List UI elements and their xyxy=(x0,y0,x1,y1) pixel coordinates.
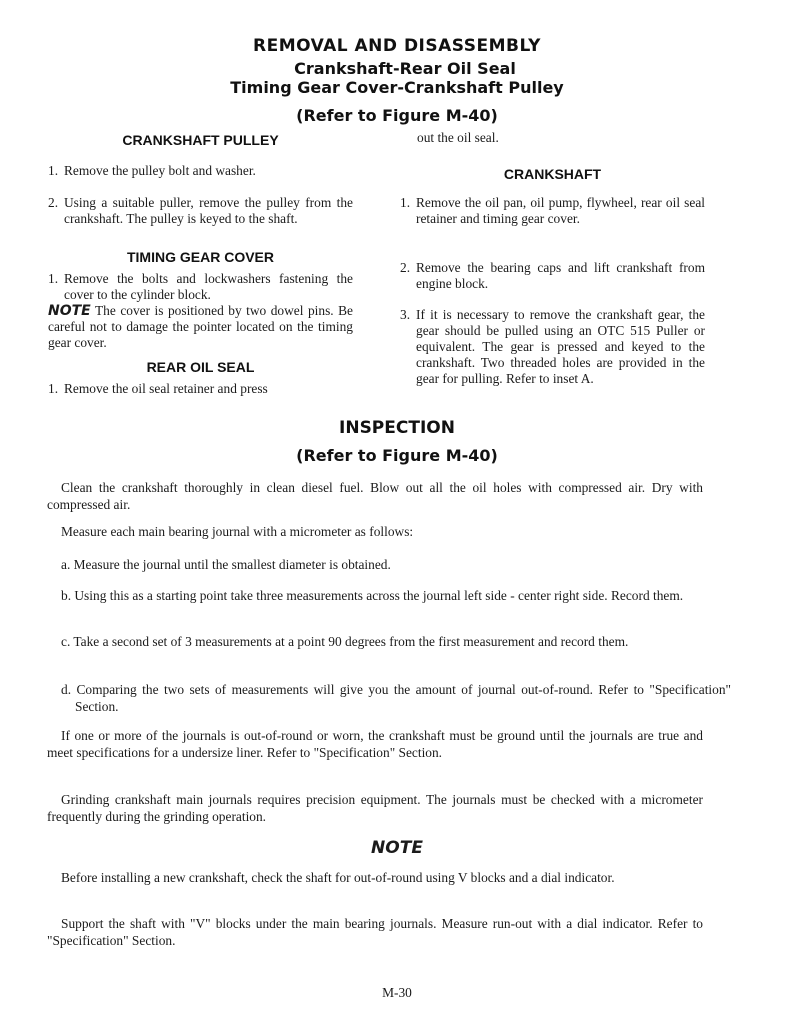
subtitle-line-1: Crankshaft-Rear Oil Seal xyxy=(294,59,516,78)
item-text: Remove the pulley bolt and washer. xyxy=(64,163,256,178)
continuation-text: out the oil seal. xyxy=(417,130,499,145)
figure-reference: (Refer to Figure M-40) xyxy=(296,106,498,125)
heading-timing-gear-cover: TIMING GEAR COVER xyxy=(126,249,274,265)
subtitle-line-2: Timing Gear Cover-Crankshaft Pulley xyxy=(230,78,564,97)
item-number: 2. xyxy=(48,195,59,210)
inspection-step-b: b. Using this as a starting point take three measurements across the journal left side - center right side. Record them. xyxy=(61,588,684,603)
list-item xyxy=(400,195,705,227)
note-text: The cover is positioned by two dowel pins. Be careful not to damage the pointer located on the timing gear cover. xyxy=(48,303,353,350)
item-text: Using a suitable puller, remove the pulley from the crankshaft. The pulley is keyed to the shaft. xyxy=(64,195,353,226)
note-heading: NOTE xyxy=(371,838,423,858)
list-item xyxy=(48,195,353,227)
inspection-step-d: d. Comparing the two sets of measurements will give you the amount of journal out-of-round. Refer to "Specification" Section. xyxy=(61,682,731,714)
item-text: If it is necessary to remove the crankshaft gear, the gear should be pulled using an OTC 515 Puller or equivalent. The gear is pressed and keyed to the crankshaft. Two threaded holes are provided in the gear for pulling. Refer to inset A. xyxy=(416,307,705,386)
item-number: 1. xyxy=(400,195,411,210)
heading-crankshaft-pulley: CRANKSHAFT PULLEY xyxy=(122,132,279,148)
heading-crankshaft: CRANKSHAFT xyxy=(503,166,602,182)
inspection-paragraph-2: Measure each main bearing journal with a micrometer as follows: xyxy=(61,524,414,539)
note-label: NOTE xyxy=(48,303,91,319)
timing-note xyxy=(48,303,353,351)
inspection-step-a: a. Measure the journal until the smallest diameter is obtained. xyxy=(61,557,391,572)
item-text: Remove the oil seal retainer and press xyxy=(64,381,268,396)
list-item xyxy=(48,163,353,179)
page-title: REMOVAL AND DISASSEMBLY xyxy=(253,36,541,56)
list-item xyxy=(400,307,705,387)
item-number: 2. xyxy=(400,260,411,275)
list-item xyxy=(48,271,353,303)
inspection-title: INSPECTION xyxy=(339,418,455,438)
item-number: 3. xyxy=(400,307,411,322)
list-item xyxy=(48,381,353,397)
inspection-paragraph-1: Clean the crankshaft thoroughly in clean diesel fuel. Blow out all the oil holes with compressed air. Dry with compressed air. xyxy=(47,480,703,512)
item-text: Remove the bolts and lockwashers fastening the cover to the cylinder block. xyxy=(64,271,353,302)
note-paragraph-1: Before installing a new crankshaft, check the shaft for out-of-round using V blocks and a dial indicator. xyxy=(61,870,615,885)
inspection-step-c: c. Take a second set of 3 measurements at a point 90 degrees from the first measurement and record them. xyxy=(61,634,629,649)
inspection-paragraph-3: If one or more of the journals is out-of-round or worn, the crankshaft must be ground until the journals are true and meet specifications for a undersize liner. Refer to "Specification" Section. xyxy=(47,728,703,760)
heading-rear-oil-seal: REAR OIL SEAL xyxy=(146,359,255,375)
inspection-paragraph-4: Grinding crankshaft main journals requires precision equipment. The journals must be checked with a micrometer frequently during the grinding operation. xyxy=(47,792,703,824)
item-number: 1. xyxy=(48,381,59,396)
item-text: Remove the bearing caps and lift crankshaft from engine block. xyxy=(416,260,705,291)
note-paragraph-2: Support the shaft with "V" blocks under the main bearing journals. Measure run-out with a dial indicator. Refer to "Specification" Section. xyxy=(47,916,703,948)
list-item xyxy=(400,260,705,292)
item-number: 1. xyxy=(48,163,59,178)
item-number: 1. xyxy=(48,271,59,286)
inspection-figure-reference: (Refer to Figure M-40) xyxy=(296,446,498,465)
page-number: M-30 xyxy=(382,985,412,1000)
item-text: Remove the oil pan, oil pump, flywheel, rear oil seal retainer and timing gear cover. xyxy=(416,195,705,226)
